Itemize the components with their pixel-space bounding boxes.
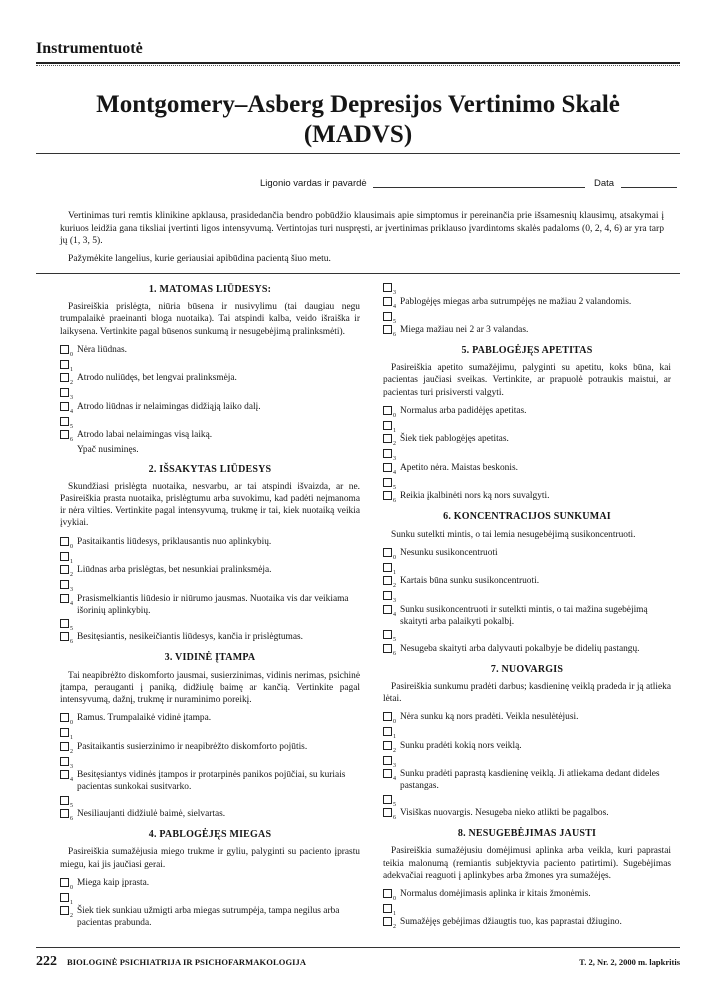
patient-name-label: Ligonio vardas ir pavardė xyxy=(260,178,367,189)
checkbox[interactable] xyxy=(383,563,392,572)
checkbox[interactable] xyxy=(383,727,392,736)
left-column xyxy=(60,282,360,935)
checkbox[interactable] xyxy=(383,421,392,430)
option-label: Sumažėjęs gebėjimas džiaugtis tuo, kas paprastai džiugino. xyxy=(400,917,622,928)
checkbox[interactable] xyxy=(383,325,392,334)
score-number: 5 xyxy=(393,318,396,325)
item-description: Sunku sutelkti mintis, o tai lemia nesugebėjimą susikoncentruoti. xyxy=(391,529,636,540)
rating-option xyxy=(383,903,671,916)
score-number: 2 xyxy=(70,380,73,387)
checkbox[interactable] xyxy=(60,360,69,369)
checkbox[interactable] xyxy=(60,402,69,411)
score-number: 1 xyxy=(393,569,396,576)
checkbox[interactable] xyxy=(60,809,69,818)
score-number: 2 xyxy=(393,924,396,931)
checkbox[interactable] xyxy=(383,576,392,585)
checkbox[interactable] xyxy=(60,417,69,426)
score-number: 1 xyxy=(70,899,73,906)
option-label: Sunku pradėti paprastą kasdieninę veiklą. Ji atliekama dedant dideles pastangas. xyxy=(400,769,660,792)
rating-option xyxy=(383,547,671,561)
score-number: 4 xyxy=(70,408,73,415)
checkbox[interactable] xyxy=(383,449,392,458)
checkbox[interactable] xyxy=(383,478,392,487)
option-label: Miega mažiau nei 2 ar 3 valandas. xyxy=(400,325,529,335)
rating-option xyxy=(383,490,671,504)
option-label: Liūdnas arba prislėgtas, bet nesunkiai pralinksmėja. xyxy=(77,565,272,576)
rating-option xyxy=(60,401,360,415)
option-label: Apetito nėra. Maistas beskonis. xyxy=(400,462,518,473)
score-number: 3 xyxy=(70,587,73,594)
rating-option xyxy=(383,311,671,324)
rating-option xyxy=(60,593,360,617)
checkbox[interactable] xyxy=(60,742,69,751)
score-number: 0 xyxy=(393,412,396,419)
rating-option xyxy=(60,429,360,443)
score-number: 1 xyxy=(70,366,73,373)
score-number: 5 xyxy=(393,637,396,644)
score-number: 4 xyxy=(70,600,73,607)
right-column xyxy=(383,282,671,935)
rating-option xyxy=(60,618,360,631)
score-number: 4 xyxy=(393,776,396,783)
option-label: Nėra sunku ką nors pradėti. Veikla nesulėtėjusi. xyxy=(400,712,579,723)
rating-option xyxy=(383,562,671,575)
option-label: Kartais būna sunku susikoncentruoti. xyxy=(400,576,540,587)
rating-option xyxy=(60,756,360,769)
option-label: Pasitaikantis liūdesys, priklausantis nuo aplinkybių. xyxy=(77,536,272,547)
item-description: Pasireiškia sunkumu pradėti darbus; kasdieninę veiklą pradeda ir ją atlieka lėtai. xyxy=(383,681,671,705)
rating-option xyxy=(60,892,360,905)
intro-instruction: Pažymėkite langelius, kurie geriausiai apibūdina pacientą šiuo metu. xyxy=(68,252,331,264)
checkbox[interactable] xyxy=(60,430,69,439)
score-number: 6 xyxy=(393,332,396,338)
score-number: 5 xyxy=(70,423,73,430)
checkbox[interactable] xyxy=(60,728,69,737)
item-heading: 1. MATOMAS LIŪDESYS: xyxy=(148,284,272,295)
header-rule-dotted xyxy=(36,65,680,66)
checkbox[interactable] xyxy=(60,906,69,915)
option-label: Sunku susikoncentruoti ir sutelkti mintis, o tai mažina sugebėjimą skaityti arba palaikyti pokalbį. xyxy=(400,604,648,627)
rating-option xyxy=(383,643,671,657)
rating-option xyxy=(60,795,360,808)
checkbox[interactable] xyxy=(383,741,392,750)
checkbox[interactable] xyxy=(383,297,392,306)
checkbox[interactable] xyxy=(60,713,69,722)
checkbox[interactable] xyxy=(60,388,69,397)
option-label: Nesugeba skaityti arba dalyvauti pokalbyje be didelių pastangų. xyxy=(400,643,640,654)
rating-option xyxy=(383,433,671,447)
option-label: Nesiliaujanti didžiulė baimė, sielvartas. xyxy=(77,809,226,820)
checkbox[interactable] xyxy=(383,904,392,913)
rating-option xyxy=(383,711,671,725)
option-label: Ramus. Trumpalaikė vidinė įtampa. xyxy=(77,713,212,724)
score-number: 0 xyxy=(70,543,73,550)
rating-option xyxy=(60,741,360,755)
checkbox[interactable] xyxy=(383,312,392,321)
option-label: Besitęsiantys vidinės įtampos ir protarpinės panikos pojūčiai, su kuriais pacientas sunkokai susitvarko. xyxy=(77,770,346,793)
option-label: Visiškas nuovargis. Nesugeba nieko atlikti be pagalbos. xyxy=(400,808,609,819)
checkbox[interactable] xyxy=(60,796,69,805)
score-number: 6 xyxy=(393,650,396,657)
document-title xyxy=(36,90,680,150)
rating-option xyxy=(383,477,671,490)
option-label: Normalus arba padidėjęs apetitas. xyxy=(400,405,527,416)
score-number: 2 xyxy=(393,441,396,448)
option-label: Atrodo nuliūdęs, bet lengvai pralinksmėja. xyxy=(77,373,237,384)
score-number: 5 xyxy=(393,484,396,491)
rating-option xyxy=(60,372,360,386)
rating-option xyxy=(60,877,360,891)
title-line-1: Montgomery–Asberg Depresijos Vertinimo Skalė xyxy=(96,91,620,118)
rating-option xyxy=(60,564,360,578)
rating-option xyxy=(383,462,671,476)
checkbox[interactable] xyxy=(60,757,69,766)
option-label: Miega kaip įprasta. xyxy=(77,877,150,888)
rating-option xyxy=(60,712,360,726)
intro-text xyxy=(60,210,664,270)
rating-option xyxy=(383,794,671,807)
checkbox[interactable] xyxy=(60,537,69,546)
checkbox[interactable] xyxy=(383,644,392,653)
patient-fields xyxy=(260,178,683,189)
score-number: 0 xyxy=(393,895,396,902)
score-number: 6 xyxy=(70,639,73,646)
item-heading: 4. PABLOGĖJĘS MIEGAS xyxy=(148,829,272,841)
checkbox[interactable] xyxy=(60,580,69,589)
rating-option xyxy=(383,282,671,295)
score-number: 0 xyxy=(393,719,396,726)
item-description: Skundžiasi prislėgta nuotaika, nesvarbu, ar tai atspindi išvaizda, ar ne. Pasireiškia prasta nuotaika, prislėgtumu arba suvokimu, kad padėti neįmanoma ir nėra vilties. Vertinkite pagal intensyvumą, trukmę ir tai, kiek nuotaiką veikia įvykiai. xyxy=(60,481,360,529)
rating-option xyxy=(383,405,671,419)
score-number: 0 xyxy=(70,720,73,727)
checkbox[interactable] xyxy=(383,889,392,898)
option-label: Sunku pradėti kokią nors veiklą. xyxy=(400,740,522,751)
checkbox[interactable] xyxy=(383,630,392,639)
option-label: Normalus domėjimasis aplinka ir kitais žmonėmis. xyxy=(400,888,591,899)
item-heading: 7. NUOVARGIS xyxy=(490,663,564,675)
rating-option xyxy=(383,420,671,433)
item-description: Pasireiškia apetito sumažėjimu, palyginti su apetitu, koks būna, kai pacientas jaučiasi sveikas. Vertinkite, ar prapuolė potraukis maistui, ar pacientas turi prisiversti valgyti. xyxy=(383,363,671,398)
checkbox[interactable] xyxy=(383,712,392,721)
checkbox[interactable] xyxy=(383,591,392,600)
score-number: 1 xyxy=(393,910,396,917)
checkbox[interactable] xyxy=(383,491,392,500)
patient-name-field[interactable] xyxy=(373,187,585,188)
item-description: Pasireiškia sumažėjusiu domėjimusi aplinka arba veikla, kuri paprastai teikia malonumą (remiantis subjektyvia paciento patirtimi). Sugebėjimas adekvačiai reaguoti į aplinkybes arba žmones yra sumažėjęs. xyxy=(383,846,671,881)
rating-option xyxy=(60,444,360,456)
issue-info: T. 2, Nr. 2, 2000 m. lapkritis xyxy=(579,957,680,967)
rating-option xyxy=(60,387,360,400)
item-heading: 3. VIDINĖ ĮTAMPA xyxy=(164,652,256,664)
rating-option xyxy=(60,808,360,822)
item-heading: 8. NESUGEBĖJIMAS JAUSTI xyxy=(457,828,597,840)
score-number: 2 xyxy=(393,583,396,590)
option-label: Šiek tiek sunkiau užmigti arba miegas sutrumpėja, tampa negilus arba pacientas prabunda. xyxy=(77,906,340,929)
title-line-2: (MADVS) xyxy=(303,121,413,148)
intro-rule xyxy=(36,273,680,274)
rating-option xyxy=(383,740,671,754)
checkbox[interactable] xyxy=(383,605,392,614)
score-number: 2 xyxy=(393,747,396,754)
section-label: Instrumentuotė xyxy=(36,40,143,57)
rating-option xyxy=(383,575,671,589)
option-label: Nesunku susikoncentruoti xyxy=(400,547,498,558)
checkbox[interactable] xyxy=(60,565,69,574)
score-number xyxy=(69,444,77,452)
score-number: 0 xyxy=(70,351,73,358)
checkbox[interactable] xyxy=(383,283,392,292)
score-number: 1 xyxy=(393,427,396,434)
checkbox[interactable] xyxy=(383,463,392,472)
rating-option xyxy=(383,755,671,768)
checkbox[interactable] xyxy=(60,632,69,641)
checkbox[interactable] xyxy=(60,893,69,902)
option-label: Ypač nusiminęs. xyxy=(77,445,139,456)
checkbox[interactable] xyxy=(383,548,392,557)
rating-option xyxy=(60,344,360,358)
score-number: 3 xyxy=(393,598,396,605)
rating-option xyxy=(383,448,671,461)
date-label: Data xyxy=(593,178,615,189)
option-label: Šiek tiek pablogėjęs apetitas. xyxy=(400,434,509,445)
checkbox[interactable] xyxy=(60,594,69,603)
rating-option xyxy=(60,727,360,740)
rating-option xyxy=(383,324,671,338)
rating-option xyxy=(60,416,360,429)
rating-option xyxy=(383,888,671,902)
option-label: Atrodo liūdnas ir nelaimingas didžiąją laiko dalį. xyxy=(77,401,261,412)
rating-option xyxy=(60,579,360,592)
score-number: 3 xyxy=(70,395,73,402)
score-number: 2 xyxy=(70,748,73,755)
score-number: 3 xyxy=(393,762,396,769)
checkbox[interactable] xyxy=(60,878,69,887)
item-description: Pasireiškia sumažėjusia miego trukme ir gyliu, palyginti su paciento įprastu miegu, kai jis jaučiasi gerai. xyxy=(60,847,360,870)
checkbox[interactable] xyxy=(383,406,392,415)
item-description: Tai neapibrėžto diskomforto jausmai, susierzinimas, vidinis nerimas, psichinė įtampa, perauganti į paniką, didžiulę baimę ar kančią. Vertinkite pagal intensyvumą, dažnį, trukmę ir nuraminimo poreikį. xyxy=(60,670,360,706)
score-number: 5 xyxy=(70,625,73,632)
score-number: 1 xyxy=(70,558,73,565)
footer-rule xyxy=(36,947,680,948)
option-label: Pasitaikantis susierzinimo ir neapibrėžto diskomforto pojūtis. xyxy=(77,741,308,752)
checkbox[interactable] xyxy=(383,808,392,817)
score-number: 6 xyxy=(70,437,73,444)
score-number: 5 xyxy=(70,802,73,809)
rating-option xyxy=(383,726,671,739)
header-rule xyxy=(36,62,680,64)
score-number: 4 xyxy=(70,777,73,784)
checkbox[interactable] xyxy=(60,345,69,354)
item-heading: 2. IŠSAKYTAS LIŪDESYS xyxy=(148,463,272,475)
score-number: 2 xyxy=(70,913,73,920)
checkbox[interactable] xyxy=(60,373,69,382)
intro-paragraph: Vertinimas turi remtis klinikine apklausa, prasidedančia bendro pobūdžio klausimais apie simptomus ir pereinančia prie išsamesnių klausimų, atsakymai į kuriuos leidžia gana tiksliai įvertinti ligos intensyvumą. Vertintojas turi nuspręsti, ar įvertinimas priklauso įvardintoms skalės padaloms (0, 2, 4, 6) ar yra tarp jų (1, 3, 5). xyxy=(60,210,664,246)
checkbox[interactable] xyxy=(383,434,392,443)
score-number: 0 xyxy=(393,554,396,561)
rating-option xyxy=(383,807,671,821)
score-number: 2 xyxy=(70,572,73,579)
checkbox[interactable] xyxy=(60,552,69,561)
page-number: 222 xyxy=(36,954,57,969)
rating-option xyxy=(60,359,360,372)
option-label: Pablogėjęs miegas arba sutrumpėjęs ne mažiau 2 valandomis. xyxy=(400,296,632,307)
rating-option xyxy=(60,631,360,645)
score-number: 6 xyxy=(70,816,73,823)
date-field[interactable] xyxy=(621,187,677,188)
score-number: 0 xyxy=(70,884,73,891)
rating-option xyxy=(383,604,671,628)
checkbox[interactable] xyxy=(383,917,392,926)
item-heading: 6. KONCENTRACIJOS SUNKUMAI xyxy=(443,511,611,523)
title-rule xyxy=(36,153,680,154)
score-number: 4 xyxy=(393,469,396,476)
option-label: Reikia įkalbinėti nors ką nors suvalgyti. xyxy=(400,491,550,502)
checkbox[interactable] xyxy=(383,756,392,765)
score-number: 5 xyxy=(393,801,396,808)
item-heading: 5. PABLOGĖJĘS APETITAS xyxy=(461,345,593,356)
option-label: Prasismelkiantis liūdesio ir niūrumo jausmas. Nuotaika vis dar veikiama išorinių aplinkybių. xyxy=(77,593,349,616)
rating-option xyxy=(60,536,360,550)
score-number: 6 xyxy=(393,815,396,822)
rating-option xyxy=(383,916,671,930)
checkbox[interactable] xyxy=(383,795,392,804)
score-number: 3 xyxy=(70,763,73,770)
score-number: 4 xyxy=(393,611,396,618)
option-label: Nėra liūdnas. xyxy=(77,344,127,355)
score-number: 3 xyxy=(393,290,396,296)
rating-option xyxy=(383,296,671,310)
checkbox[interactable] xyxy=(383,769,392,778)
journal-name: BIOLOGINĖ PSICHIATRIJA IR PSICHOFARMAKOLOGIJA xyxy=(67,957,307,967)
rating-option xyxy=(383,768,671,792)
option-label: Atrodo labai nelaimingas visą laiką. xyxy=(77,430,213,441)
option-label: Besitęsiantis, nesikeičiantis liūdesys, kančia ir prislėgtumas. xyxy=(77,632,303,643)
score-number: 1 xyxy=(70,735,73,742)
score-number: 6 xyxy=(393,498,396,505)
rating-option xyxy=(60,551,360,564)
checkbox[interactable] xyxy=(60,619,69,628)
score-number: 3 xyxy=(393,456,396,463)
rating-option xyxy=(383,629,671,642)
score-number: 1 xyxy=(393,734,396,741)
page-footer xyxy=(36,952,680,970)
rating-option xyxy=(60,769,360,793)
rating-option xyxy=(60,905,360,929)
checkbox[interactable] xyxy=(60,770,69,779)
rating-option xyxy=(383,590,671,603)
item-description: Pasireiškia prislėgta, niūria būsena ir nusivylimu (tai daugiau negu trumpalaikė praeinanti bloga nuotaika). Tai atspindi kalba, veido išraiška ir laikysena. Vertinkite pagal būsenos sunkumą ir nesugebėjimą pralinksmėti). xyxy=(60,302,360,337)
score-number: 4 xyxy=(393,303,396,310)
